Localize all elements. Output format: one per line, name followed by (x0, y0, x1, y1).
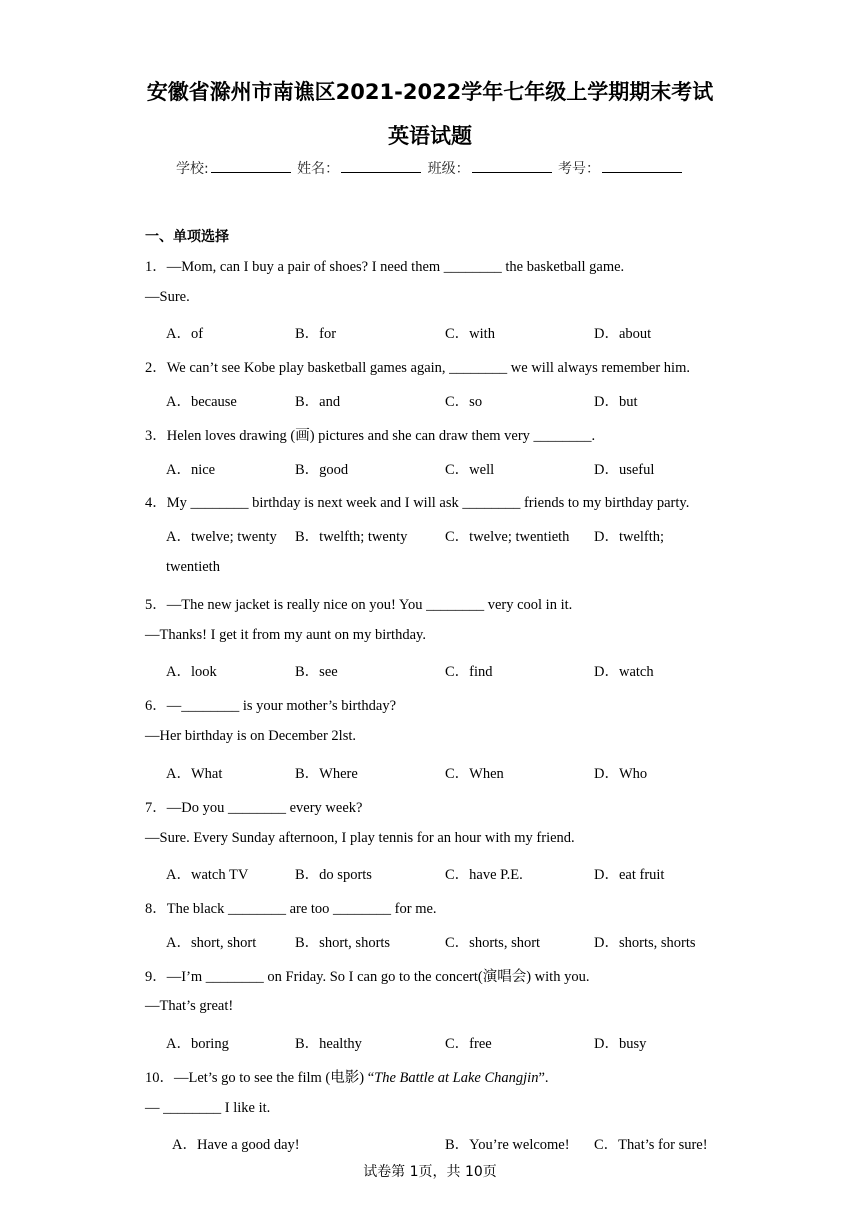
exam-no-field[interactable] (602, 158, 682, 173)
question-5-option-c[interactable]: C．find (445, 664, 493, 680)
question-6-option-d[interactable]: D．Who (594, 766, 648, 782)
page-footer: 试卷第 1页，共 10页 (363, 1164, 497, 1180)
question-1-option-a[interactable]: A．of (166, 326, 204, 342)
question-7-reply: —Sure. Every Sunday afternoon, I play tennis for an hour with my friend. (145, 830, 575, 846)
question-5-option-b[interactable]: B．see (295, 664, 338, 680)
question-3-option-d[interactable]: D．useful (594, 462, 655, 478)
question-10-option-a[interactable]: A．Have a good day! (172, 1137, 300, 1153)
school-label: 学校: (175, 161, 209, 177)
question-5-reply: —Thanks! I get it from my aunt on my birthday. (145, 627, 426, 643)
question-4-option-b[interactable]: B．twelfth; twenty (295, 529, 408, 545)
question-9-option-b[interactable]: B．healthy (295, 1036, 362, 1052)
exam-title: 安徽省滁州市南谯区2021-2022学年七年级上学期期末考试 (146, 80, 714, 104)
question-6-option-b[interactable]: B．Where (295, 766, 358, 782)
question-7-option-b[interactable]: B．do sports (295, 867, 372, 883)
question-6-stem: 6．—________ is your mother’s birthday? (145, 698, 397, 714)
question-4-option-d-wrap: twentieth (166, 559, 220, 575)
question-4-stem: 4．My ________ birthday is next week and I will ask ________ friends to my birthday party. (145, 495, 690, 511)
question-10-stem-suffix: ”. (538, 1070, 549, 1086)
question-2-option-b[interactable]: B．and (295, 394, 341, 410)
question-5-option-d[interactable]: D．watch (594, 664, 654, 680)
question-5-stem: 5．—The new jacket is really nice on you! You ________ very cool in it. (145, 597, 573, 613)
question-9-option-a[interactable]: A．boring (166, 1036, 229, 1052)
question-7-stem: 7．—Do you ________ every week? (145, 800, 363, 816)
question-4-option-d[interactable]: D．twelfth; (594, 529, 665, 545)
question-3-option-a[interactable]: A．nice (166, 462, 216, 478)
question-10-stem-prefix: 10．—Let’s go to see the film (电影) “ (145, 1070, 375, 1086)
question-9-reply: —That’s great! (145, 998, 234, 1014)
question-1-stem: 1．—Mom, can I buy a pair of shoes? I need them ________ the basketball game. (145, 259, 625, 275)
question-2-option-a[interactable]: A．because (166, 394, 237, 410)
question-3-option-c[interactable]: C．well (445, 462, 495, 478)
question-10-stem (145, 1066, 549, 1087)
question-8-option-d[interactable]: D．shorts, shorts (594, 935, 696, 951)
question-8-option-a[interactable]: A．short, short (166, 935, 257, 951)
question-5-option-a[interactable]: A．look (166, 664, 217, 680)
name-field[interactable] (341, 158, 421, 173)
question-8-stem: 8．The black ________ are too ________ for me. (145, 901, 437, 917)
question-9-option-c[interactable]: C．free (445, 1036, 492, 1052)
question-7-option-a[interactable]: A．watch TV (166, 867, 249, 883)
question-2-option-d[interactable]: D．but (594, 394, 638, 410)
question-10-reply: — ________ I like it. (145, 1100, 271, 1116)
question-3-option-b[interactable]: B．good (295, 462, 349, 478)
question-7-option-d[interactable]: D．eat fruit (594, 867, 665, 883)
question-6-option-a[interactable]: A．What (166, 766, 223, 782)
question-10-option-c[interactable]: C．That’s for sure! (594, 1137, 708, 1153)
question-2-stem: 2．We can’t see Kobe play basketball games again, ________ we will always remember him. (145, 360, 690, 376)
question-10-option-b[interactable]: B．You’re welcome! (445, 1137, 570, 1153)
name-label: 姓名： (297, 161, 340, 177)
student-info-line (0, 158, 860, 178)
question-1-option-d[interactable]: D．about (594, 326, 652, 342)
exam-no-label: 考号： (558, 161, 601, 177)
question-3-stem: 3．Helen loves drawing (画) pictures and she can draw them very ________. (145, 428, 596, 444)
question-8-option-b[interactable]: B．short, shorts (295, 935, 391, 951)
question-2-option-c[interactable]: C．so (445, 394, 483, 410)
question-6-reply: —Her birthday is on December 2lst. (145, 728, 357, 744)
school-field[interactable] (211, 158, 291, 173)
question-9-stem: 9．—I’m ________ on Friday. So I can go to the concert(演唱会) with you. (145, 969, 590, 985)
exam-subtitle: 英语试题 (388, 124, 472, 148)
question-1-reply: —Sure. (145, 289, 190, 305)
class-field[interactable] (472, 158, 552, 173)
question-4-option-a[interactable]: A．twelve; twenty (166, 529, 277, 545)
question-1-option-c[interactable]: C．with (445, 326, 495, 342)
question-1-option-b[interactable]: B．for (295, 326, 337, 342)
question-6-option-c[interactable]: C．When (445, 766, 504, 782)
film-title: The Battle at Lake Changjin (374, 1070, 539, 1086)
question-7-option-c[interactable]: C．have P.E. (445, 867, 523, 883)
question-4-option-c[interactable]: C．twelve; twentieth (445, 529, 570, 545)
section-title: 一、单项选择 (145, 229, 229, 245)
class-label: 班级： (427, 161, 470, 177)
question-8-option-c[interactable]: C．shorts, short (445, 935, 541, 951)
question-9-option-d[interactable]: D．busy (594, 1036, 647, 1052)
